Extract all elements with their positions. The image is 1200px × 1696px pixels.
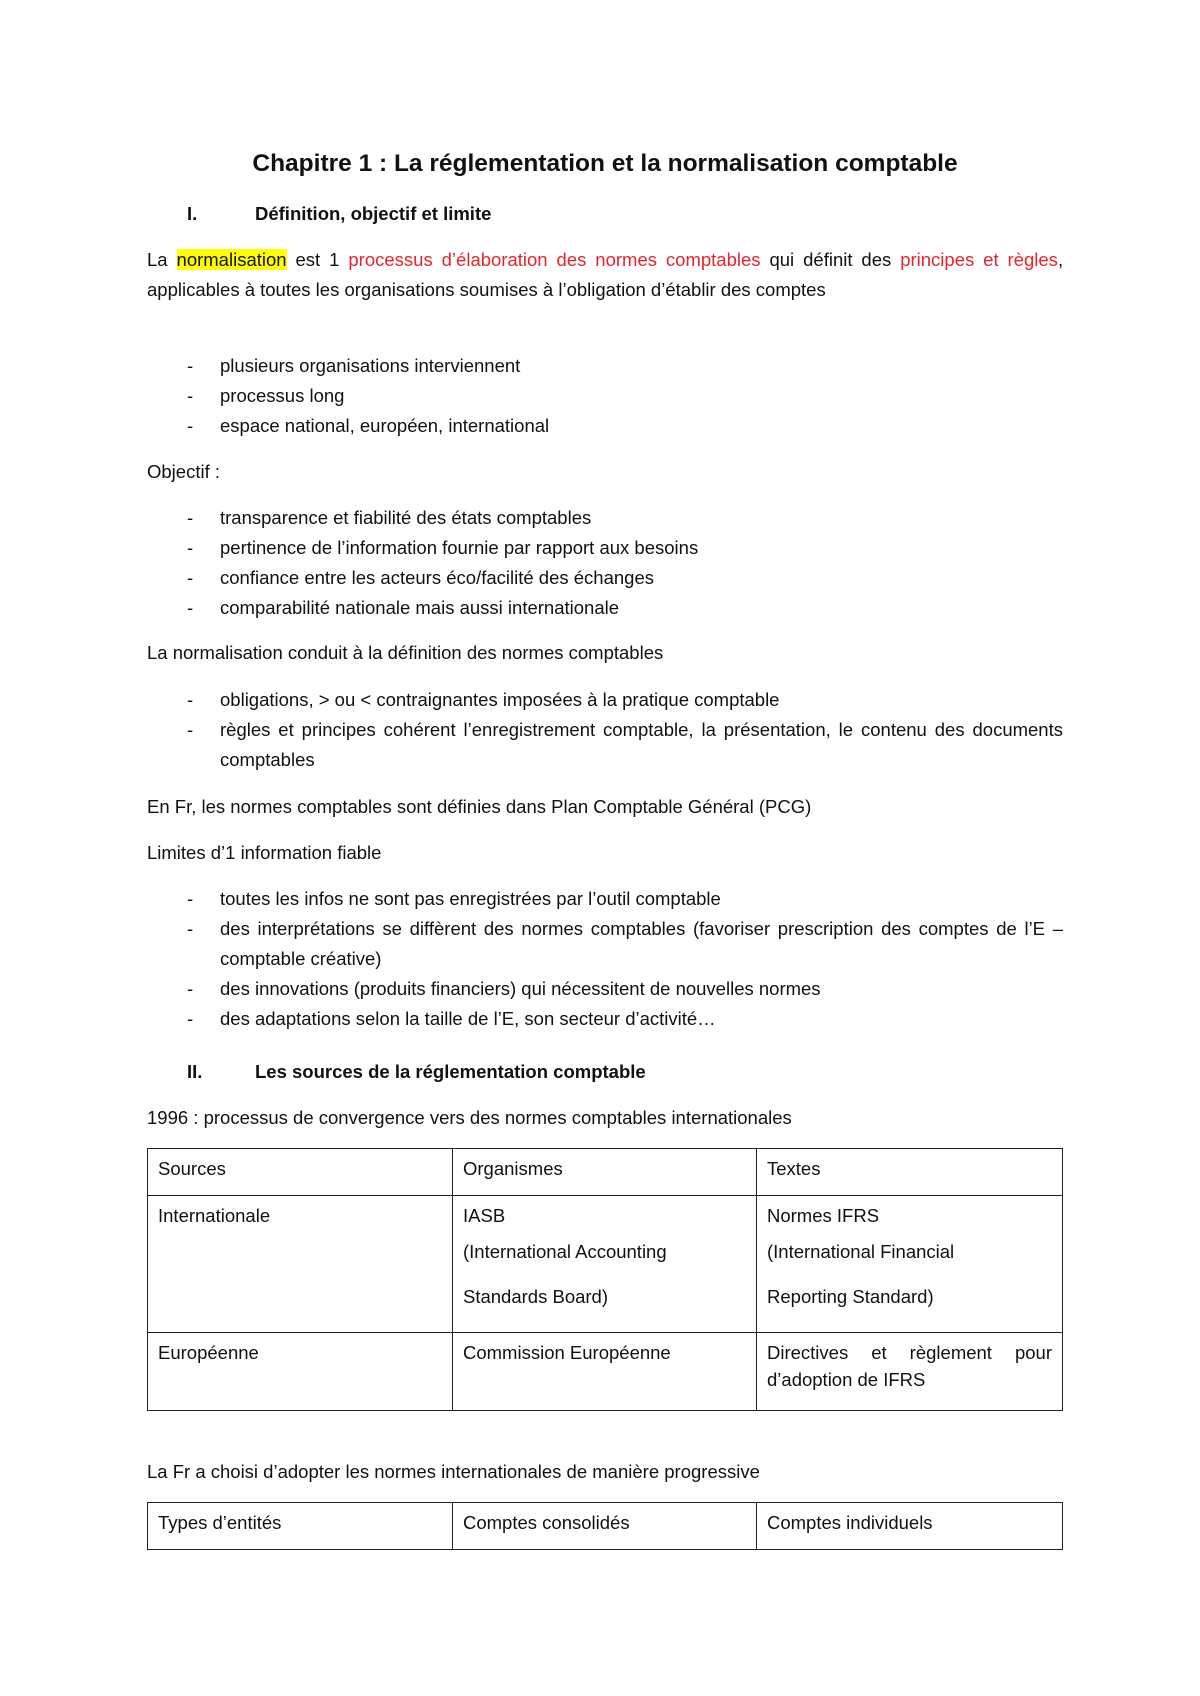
table-header-row — [148, 1149, 1063, 1196]
sources-table — [147, 1148, 1063, 1411]
list-item: - comparabilité nationale mais aussi internationale — [187, 597, 620, 618]
progressive-adoption-paragraph: La Fr a choisi d’adopter les normes internationales de manière progressive — [147, 1461, 760, 1482]
normes-list — [147, 685, 1063, 775]
list-item: - règles et principes cohérent l’enregistrement comptable, la présentation, le contenu des documents comptables — [187, 719, 1063, 770]
definition-paragraph: La normalisation est 1 processus d’élaboration des normes comptables qui définit des principes et règles, applicables à toutes les organisations soumises à l’obligation d’établir des comptes — [147, 249, 1064, 300]
list-item: - processus long — [187, 385, 345, 406]
table-header-cell: Types d’entités — [148, 1503, 453, 1550]
list-item: - espace national, européen, international — [187, 415, 550, 436]
list-item: - pertinence de l’information fournie par rapport aux besoins — [187, 537, 699, 558]
pcg-paragraph: En Fr, les normes comptables sont définies dans Plan Comptable Général (PCG) — [147, 796, 812, 817]
table-header-cell: Textes — [757, 1149, 1063, 1196]
red-emphasis: processus d’élaboration des normes comptables — [348, 249, 761, 270]
list-item: - obligations, > ou < contraignantes imposées à la pratique comptable — [187, 689, 780, 710]
table-cell: Européenne — [148, 1333, 453, 1411]
objectif-list — [147, 503, 1063, 623]
objectif-label: Objectif : — [147, 461, 220, 482]
page-title: Chapitre 1 : La réglementation et la normalisation comptable — [252, 150, 958, 177]
table-cell: Normes IFRS (International Financial Reporting Standard) — [757, 1196, 1063, 1333]
section-label: Définition, objectif et limite — [255, 203, 492, 224]
table-row — [148, 1333, 1063, 1411]
table-cell: IASB (International Accounting Standards Board) — [453, 1196, 757, 1333]
convergence-paragraph: 1996 : processus de convergence vers des normes comptables internationales — [147, 1107, 792, 1128]
list-item: - toutes les infos ne sont pas enregistrées par l’outil comptable — [187, 888, 721, 909]
list-item: - plusieurs organisations interviennent — [187, 355, 521, 376]
highlighted-term: normalisation — [176, 249, 287, 270]
entities-table — [147, 1502, 1063, 1550]
table-cell: Internationale — [148, 1196, 453, 1333]
table-cell: Directives et règlement pour d’adoption de IFRS — [757, 1333, 1063, 1411]
red-emphasis: principes et règles — [900, 249, 1058, 270]
table-header-cell: Comptes individuels — [757, 1503, 1063, 1550]
table-header-cell: Organismes — [453, 1149, 757, 1196]
characteristics-list — [147, 351, 1063, 441]
list-item: - des innovations (produits financiers) qui nécessitent de nouvelles normes — [187, 978, 821, 999]
limites-label: Limites d’1 information fiable — [147, 842, 382, 863]
table-header-cell: Comptes consolidés — [453, 1503, 757, 1550]
table-cell: Commission Européenne — [453, 1333, 757, 1411]
list-item: - confiance entre les acteurs éco/facilité des échanges — [187, 567, 654, 588]
list-item: - des interprétations se diffèrent des normes comptables (favoriser prescription des comptes de l’E – comptable créative) — [187, 918, 1063, 969]
section-label: Les sources de la réglementation comptable — [255, 1061, 646, 1082]
section-number: I. — [187, 203, 198, 224]
limites-list — [147, 884, 1063, 1034]
list-item: - des adaptations selon la taille de l’E, son secteur d’activité… — [187, 1008, 716, 1029]
table-header-row — [148, 1503, 1063, 1550]
list-item: - transparence et fiabilité des états comptables — [187, 507, 592, 528]
conduit-paragraph: La normalisation conduit à la définition des normes comptables — [147, 642, 664, 663]
table-header-cell: Sources — [148, 1149, 453, 1196]
section-number: II. — [187, 1061, 203, 1082]
table-row — [148, 1196, 1063, 1333]
